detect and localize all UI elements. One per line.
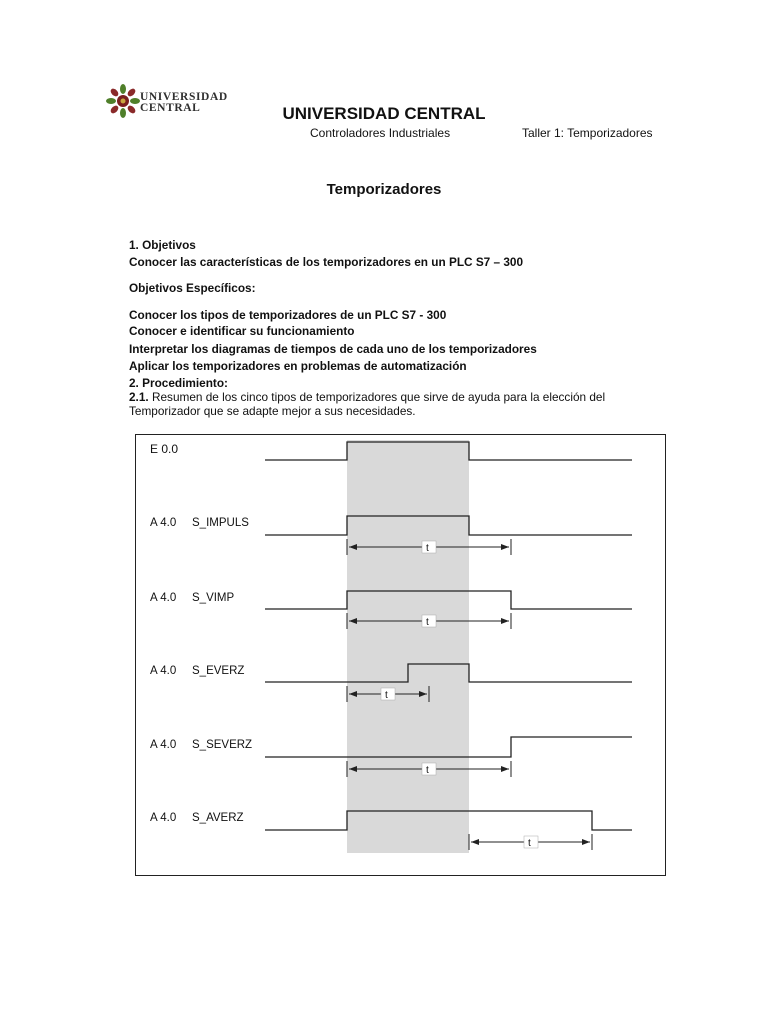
- section-2-1-paragraph: [129, 390, 605, 404]
- timing-diagram-svg: [136, 435, 665, 875]
- signal-label-s-vimp: S_VIMP: [192, 592, 235, 604]
- timing-diagram: [135, 434, 666, 876]
- logo-line1: UNIVERSIDAD: [140, 91, 228, 103]
- time-label: t: [426, 543, 429, 554]
- section-1-heading: 1. Objetivos: [129, 238, 196, 252]
- time-label: t: [528, 838, 531, 849]
- course-name: Controladores Industriales: [310, 126, 451, 140]
- output-label: A 4.0: [150, 665, 177, 677]
- section-2-1-text-cont: Temporizador que se adapte mejor a sus necesidades.: [129, 404, 416, 418]
- specific-objective-item: Interpretar los diagramas de tiempos de cada uno de los temporizadores: [129, 342, 537, 356]
- specific-objective-item: Conocer los tipos de temporizadores de un PLC S7 - 300: [129, 308, 447, 322]
- section-2-1-number: 2.1.: [129, 390, 149, 404]
- time-label: t: [385, 690, 388, 701]
- logo-line2: CENTRAL: [140, 102, 201, 114]
- output-label: A 4.0: [150, 812, 177, 824]
- workshop-name: Taller 1: Temporizadores: [522, 126, 653, 140]
- signal-label-s-impuls: S_IMPULS: [192, 517, 249, 529]
- output-label: A 4.0: [150, 739, 177, 751]
- time-label: t: [426, 765, 429, 776]
- signal-label-s-everz: S_EVERZ: [192, 665, 245, 677]
- specific-objective-item: Conocer e identificar su funcionamiento: [129, 324, 355, 338]
- specific-objective-item: Aplicar los temporizadores en problemas de automatización: [129, 359, 467, 373]
- section-2-heading: 2. Procedimiento:: [129, 376, 228, 390]
- section-2-1-text: Resumen de los cinco tipos de temporizadores que sirve de ayuda para la elección del: [148, 390, 606, 404]
- document-title: Temporizadores: [326, 181, 442, 198]
- university-title: UNIVERSIDAD CENTRAL: [282, 104, 486, 123]
- input-active-region: [347, 440, 469, 853]
- signal-label-s-averz: S_AVERZ: [192, 812, 244, 824]
- input-label: E 0.0: [150, 442, 179, 456]
- output-label: A 4.0: [150, 517, 177, 529]
- objective-text: Conocer las características de los temporizadores en un PLC S7 – 300: [129, 255, 524, 269]
- signal-label-s-severz: S_SEVERZ: [192, 739, 253, 751]
- specific-objectives-heading: Objetivos Específicos:: [129, 281, 256, 295]
- output-label: A 4.0: [150, 592, 177, 604]
- time-label: t: [426, 617, 429, 628]
